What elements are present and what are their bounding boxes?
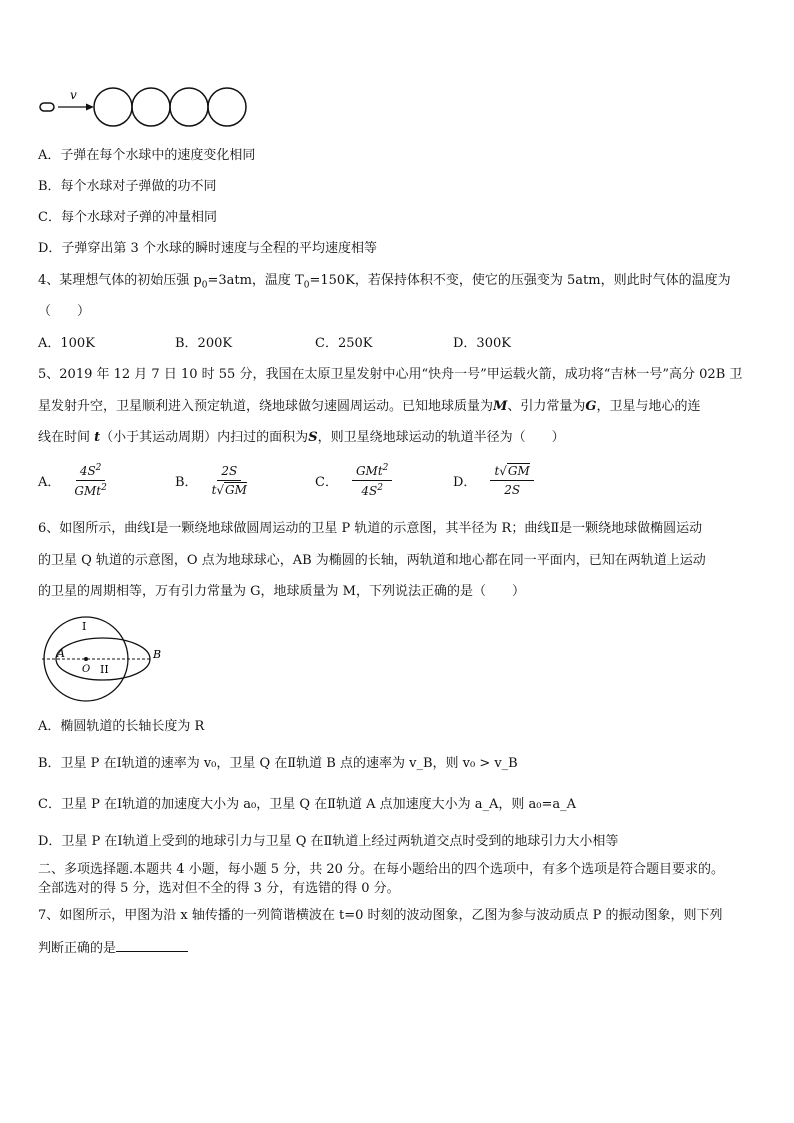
q4-stem-b: =3atm，温度 T [207,273,304,288]
q5-line-3 [38,429,565,447]
q5-g-symbol: G [585,399,597,414]
q5-a-den: GMt [74,483,102,498]
q5-option-d [453,460,534,500]
q5-b-den-t: t [211,482,217,497]
q5-option-c [315,460,392,500]
q4-sub-t0: 0 [303,280,310,291]
bullet [40,103,54,111]
q4-option-d: D．300K [453,336,511,351]
q5-option-d-label: D． [453,474,477,490]
q3-option-c: C．每个水球对子弹的冲量相同 [38,210,217,225]
q6-line-1: 6、如图所示，曲线Ⅰ是一颗绕地球做圆周运动的卫星 P 轨道的示意图，其半径为 R；曲线Ⅱ是一颗绕地球做椭圆运动 [38,521,703,536]
velocity-label: v [70,88,77,102]
q6-option-c: C．卫星 P 在Ⅰ轨道的加速度大小为 a₀，卫星 Q 在Ⅱ轨道 A 点加速度大小为 a_A，则 a₀=a_A [38,797,576,812]
q4-stem-c: =150K，若保持体积不变，使它的压强变为 5atm，则此时气体的温度为 [309,273,731,288]
q5-c-num-exp: 2 [382,462,389,473]
q5-c-den: 4S [361,483,378,498]
q5-option-a [38,460,107,500]
q5-line-3b: （小于其运动周期）内扫过的面积为 [100,430,309,445]
label-o: O [82,664,91,675]
q5-option-b [175,460,247,500]
water-ball-4 [208,88,246,126]
q5-option-d-fraction: $\frac{t√GM}{2S}$ [490,464,533,497]
q6-option-b: B．卫星 P 在Ⅰ轨道的速率为 v₀，卫星 Q 在Ⅱ轨道 B 点的速率为 v_B，则 v₀ > v_B [38,756,518,771]
q5-line-2c: ，卫星与地心的连 [596,399,701,414]
q5-line-2 [38,398,701,416]
q3-option-a: A．子弹在每个水球中的速度变化相同 [38,148,256,163]
q6-line-3: 的卫星的周期相等，万有引力常量为 G，地球质量为 M，下列说法正确的是（ ） [38,584,525,599]
q5-option-b-label: B． [175,474,198,490]
label-b: B [153,648,162,661]
label-i: I [82,620,87,633]
bullet-waterballs-figure [38,84,268,132]
section2-line-1: 二、多项选择题.本题共 4 小题，每小题 5 分，共 20 分。在每小题给出的四个选项中，有多个选项是符合题目要求的。 [38,862,725,877]
q7-line-2-text: 判断正确的是 [38,941,117,956]
q5-line-3a: 线在时间 [38,430,91,445]
q4-paren: （ ） [38,304,91,319]
q5-line-3c: ，则卫星绕地球运动的轨道半径为（ ） [317,430,565,445]
label-ii: II [100,663,109,676]
velocity-arrowhead [86,104,94,111]
q5-a-den-exp: 2 [101,482,107,493]
q5-d-den: 2S [504,482,521,497]
q4-option-b: B．200K [175,336,233,351]
water-ball-1 [94,88,132,126]
q5-option-c-label: C． [315,474,338,490]
q7-line-1: 7、如图所示，甲图为沿 x 轴传播的一列简谐横波在 t=0 时刻的波动图象，乙图为参与波动质点 P 的振动图象，则下列 [38,908,723,923]
q5-t-symbol: t [94,430,101,445]
orbit-figure [38,612,178,708]
q5-line-2a: 星发射升空，卫星顺利进入预定轨道，绕地球做匀速圆周运动。已知地球质量为 [38,399,494,414]
q5-option-c-fraction [352,463,392,498]
earth-center-dot [84,657,88,661]
q4-stem-a: 4、某理想气体的初始压强 p [38,273,202,288]
q4-stem [38,272,731,295]
q6-option-d: D．卫星 P 在Ⅰ轨道上受到的地球引力与卫星 Q 在Ⅱ轨道上经过两轨道交点时受到的地球引力大小相等 [38,834,619,849]
q5-line-1: 5、2019 年 12 月 7 日 10 时 55 分，我国在太原卫星发射中心用“快舟一号”甲运载火箭，成功将“吉林一号”高分 02B 卫 [38,367,743,382]
q4-sub-p0: 0 [201,280,208,291]
q5-options [38,460,598,500]
q5-line-2b: 、引力常量为 [507,399,586,414]
q6-line-2: 的卫星 Q 轨道的示意图，O 点为地球球心，AB 为椭圆的长轴，两轨道和地心都在同一平面内，已知在两轨道上运动 [38,553,706,568]
water-ball-2 [132,88,170,126]
q5-c-den-exp: 2 [377,482,383,493]
q5-b-den-root: GM [225,482,247,497]
q5-d-num-t: t [494,463,500,478]
water-ball-3 [170,88,208,126]
q5-option-a-fraction [74,463,106,498]
q7-line-2 [38,939,188,958]
q4-option-c: C．250K [315,336,373,351]
section2-line-2: 全部选对的得 5 分，选对但不全的得 3 分，有选错的得 0 分。 [38,881,400,896]
q3-option-b: B．每个水球对子弹做的功不同 [38,179,217,194]
q5-a-num-exp: 2 [95,462,102,473]
q5-mass-symbol: M [493,399,508,414]
q4-option-a: A．100K [38,336,95,351]
q5-b-num: 2S [217,464,241,481]
q5-option-b-fraction: $\frac{2S}{t√GM}$ [211,463,247,497]
q5-a-num: 4S [79,463,96,478]
q6-option-a: A．椭圆轨道的长轴长度为 R [38,719,205,734]
q3-option-d: D．子弹穿出第 3 个水球的瞬时速度与全程的平均速度相等 [38,241,377,256]
q5-option-a-label: A． [38,474,61,490]
q5-c-num: GMt [355,463,383,478]
label-a: A [57,647,65,660]
q5-d-num-root: GM [507,463,530,478]
answer-blank[interactable] [116,939,188,952]
q5-s-symbol: S [308,430,318,445]
